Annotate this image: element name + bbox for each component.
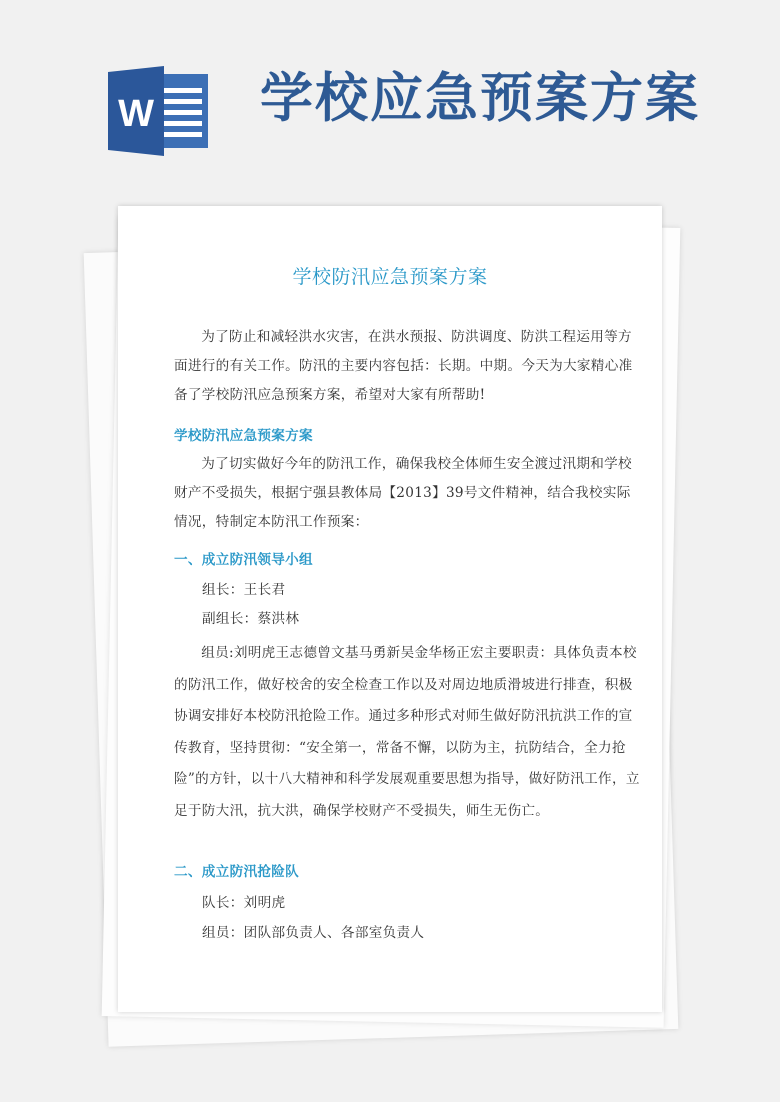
section1-heading: 一、成立防汛领导小组 (174, 552, 313, 568)
word-document-icon (108, 66, 210, 156)
team-members-line: 组员：团队部负责人、各部室负责人 (202, 925, 425, 941)
plan-paragraph: 为了切实做好今年的防汛工作，确保我校全体师生安全渡过汛期和学校财产不受损失，根据宁强县教体局【2013】39号文件精神，结合我校实际情况，特制定本防汛工作预案： (174, 456, 632, 530)
intro-paragraph: 为了防止和减轻洪水灾害，在洪水预报、防洪调度、防洪工程运用等方面进行的有关工作。防汛的主要内容包括：长期。中期。今天为大家精心准备了学校防汛应急预案方案，希望对大家有所帮助! (174, 329, 633, 403)
leader-line: 组长：王长君 (202, 582, 286, 598)
section2-heading: 二、成立防汛抢险队 (174, 864, 300, 880)
team-leader-line: 队长：刘明虎 (202, 895, 286, 911)
page-title: 学校应急预案方案 (260, 67, 700, 129)
deputy-leader-line: 副组长：蔡洪林 (202, 611, 300, 627)
word-logo-letter: W (118, 93, 154, 135)
document-title: 学校防汛应急预案方案 (292, 266, 488, 288)
members-paragraph: 组员:刘明虎王志德曾文基马勇新吴金华杨正宏主要职责：具体负责本校的防汛工作，做好校舍的安全检查工作以及对周边地质滑坡进行排查，积极协调安排好本校防汛抢险工作。通过多种形式对师生做好防汛抗洪工作的宣传教育，坚持贯彻：“安全第一，常备不懈，以防为主，抗防结合，全力抢险”的方针，以十八大精神和科学发展观重要思想为指导，做好防汛工作，立足于防大汛，抗大洪，确保学校财产不受损失，师生无伤亡。 (174, 645, 640, 819)
header-banner (0, 0, 780, 190)
main-heading: 学校防汛应急预案方案 (174, 428, 313, 444)
